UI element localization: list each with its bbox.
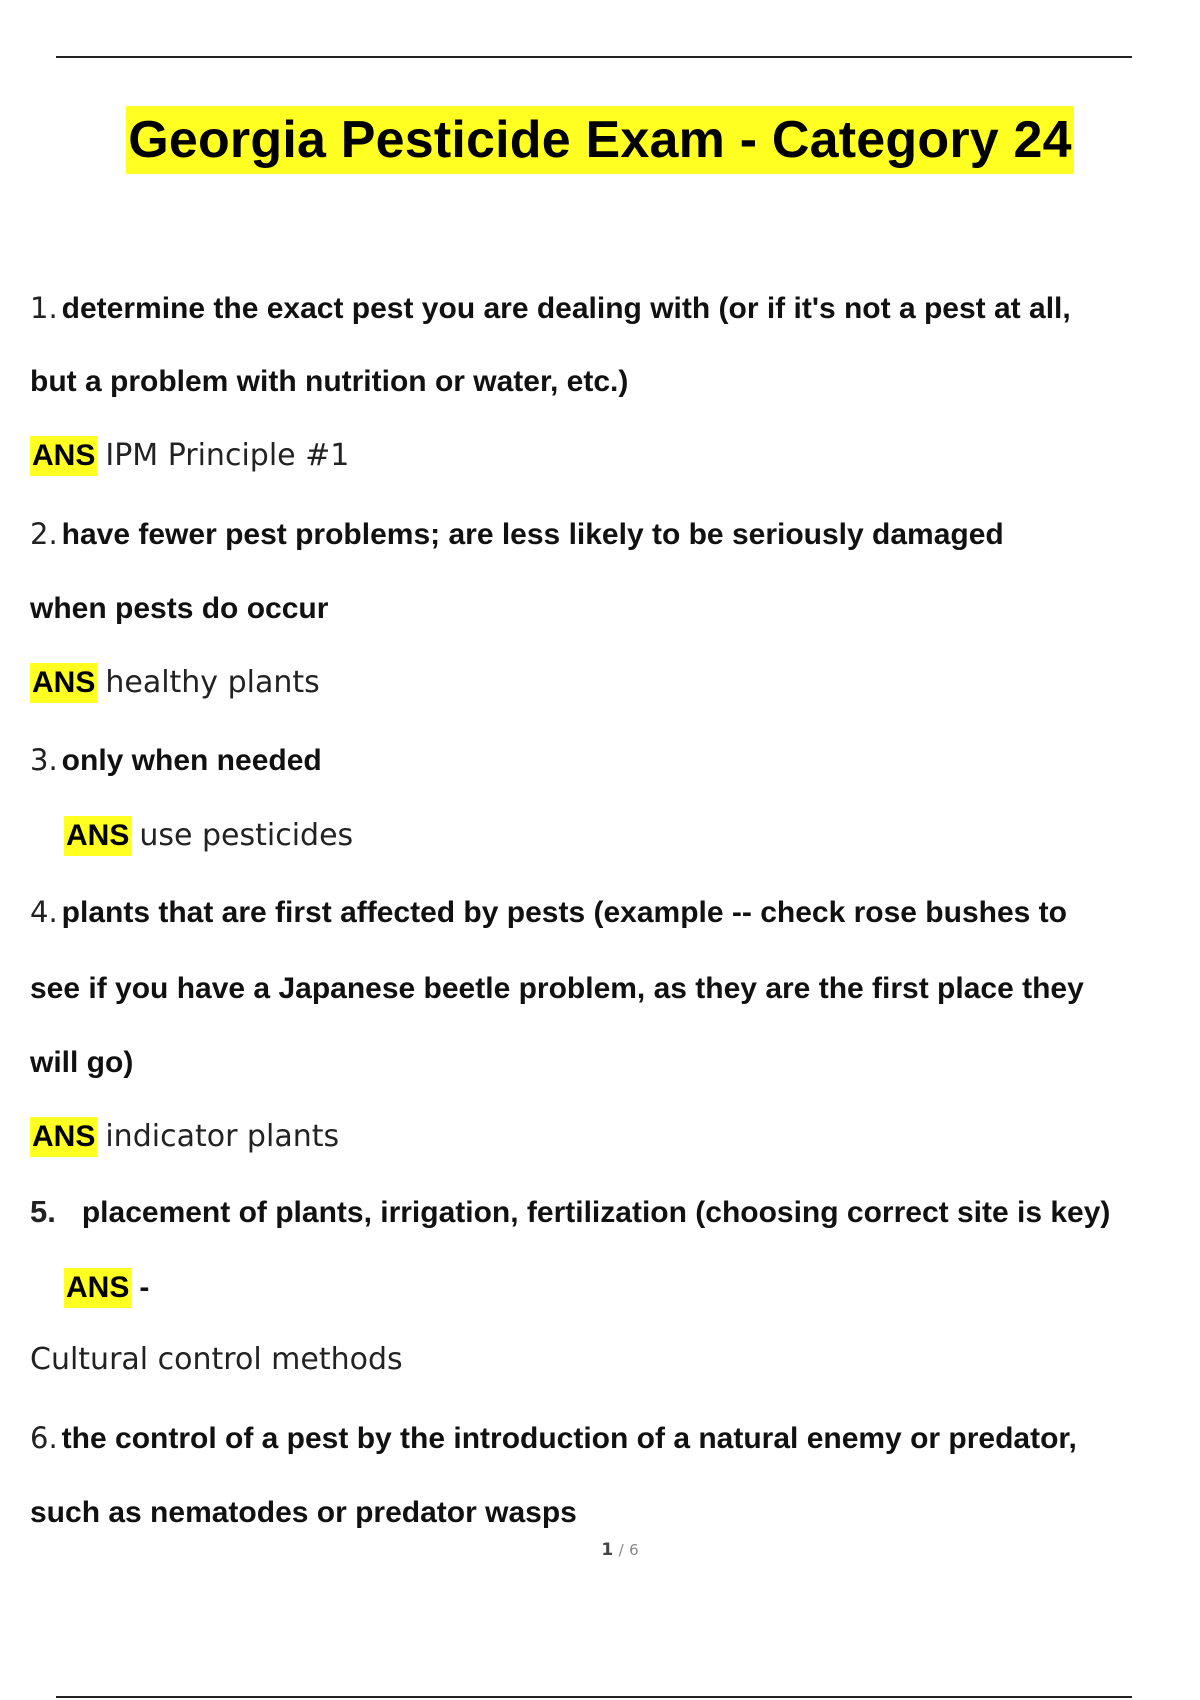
question-text: will go)	[30, 1046, 134, 1079]
answer-text: healthy plants	[105, 665, 320, 700]
answer-3	[64, 816, 353, 856]
question-text: placement of plants, irrigation, fertilization (choosing correct site is key)	[81, 1196, 1111, 1229]
question-text: see if you have a Japanese beetle problem, as they are the first place they	[30, 972, 1084, 1005]
question-6-continued	[30, 1493, 577, 1533]
answer-text: IPM Principle #1	[105, 438, 350, 473]
question-6	[30, 1418, 1077, 1459]
question-1-continued	[30, 362, 628, 402]
question-number: 1.	[30, 291, 58, 325]
ans-highlight: ANS	[64, 1268, 131, 1308]
answer-4	[30, 1117, 339, 1157]
ans-highlight: ANS	[30, 663, 97, 703]
top-rule	[56, 56, 1132, 58]
current-page: 1	[601, 1540, 614, 1560]
ans-highlight: ANS	[30, 436, 97, 476]
question-number: 2.	[30, 517, 58, 551]
question-text: plants that are first affected by pests (example -- check rose bushes to	[61, 896, 1067, 929]
question-2-continued	[30, 589, 328, 629]
question-4	[30, 892, 1067, 933]
question-number: 4.	[30, 895, 58, 929]
answer-2	[30, 663, 320, 703]
page-separator: /	[618, 1541, 624, 1559]
question-text: determine the exact pest you are dealing with (or if it's not a pest at all,	[61, 292, 1071, 325]
question-text: such as nematodes or predator wasps	[30, 1496, 577, 1529]
question-number: 5.	[30, 1194, 56, 1229]
answer-text: Cultural control methods	[30, 1342, 403, 1377]
ans-highlight: ANS	[30, 1117, 97, 1157]
page-indicator	[0, 1540, 1200, 1560]
question-text: have fewer pest problems; are less likely to be seriously damaged	[61, 518, 1004, 551]
question-4-continued	[30, 969, 1084, 1009]
question-2	[30, 514, 1004, 555]
question-3	[30, 740, 322, 781]
answer-5-text	[30, 1340, 403, 1380]
answer-text: use pesticides	[139, 818, 354, 853]
page-title: Georgia Pesticide Exam - Category 24	[126, 106, 1074, 174]
answer-dash: -	[139, 1271, 150, 1304]
answer-text: indicator plants	[105, 1119, 340, 1154]
question-text: only when needed	[61, 744, 322, 777]
total-pages: 6	[629, 1541, 639, 1559]
question-text: when pests do occur	[30, 592, 329, 625]
title-container	[0, 106, 1200, 174]
question-5	[30, 1192, 1110, 1233]
question-4-continued	[30, 1043, 133, 1083]
question-number: 3.	[30, 743, 58, 777]
question-number: 6.	[30, 1421, 58, 1455]
bottom-rule	[56, 1696, 1132, 1698]
answer-1	[30, 436, 349, 476]
ans-highlight: ANS	[64, 816, 131, 856]
question-text: the control of a pest by the introduction of a natural enemy or predator,	[61, 1422, 1077, 1455]
question-text: but a problem with nutrition or water, etc.)	[30, 365, 629, 398]
answer-5	[64, 1268, 149, 1308]
question-1	[30, 288, 1071, 329]
